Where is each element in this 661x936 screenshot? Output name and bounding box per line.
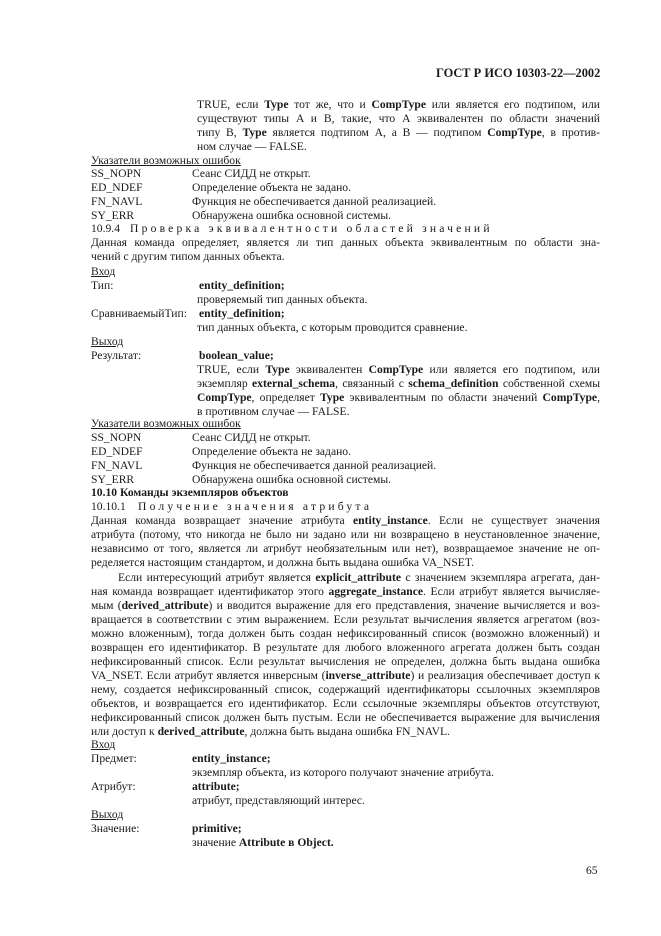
bold-term: derived_attribute (157, 725, 245, 738)
text-run: мым ( (91, 599, 122, 612)
text-run: экземпляр (197, 377, 253, 390)
page-header: ГОСТ Р ИСО 10303-22—2002 (436, 66, 601, 80)
bold-term: entity_instance (353, 514, 428, 527)
error-text: Функция не обеспечивается данной реализацией. (192, 195, 437, 208)
errors-heading: Указатели возможных ошибок (91, 154, 241, 167)
rich-line (91, 725, 450, 739)
rich-line (197, 363, 600, 377)
text-run: эквивалентен (289, 363, 369, 376)
rich-line (91, 711, 600, 725)
text-run: TRUE, если (197, 363, 266, 376)
rich-line (197, 126, 600, 140)
text-run: нефиксированный список должен быть пустым. Если не обеспечивается выражение для вычисления (91, 711, 600, 724)
rich-line (118, 571, 600, 585)
rich-line (91, 641, 600, 655)
rich-line (197, 98, 600, 112)
subsection-title: Получение значения атрибута (138, 500, 373, 513)
bold-term: inverse_attribute (325, 669, 411, 682)
text-run: ) и вводится выражение для его представления, значение вычисляется и воз- (208, 599, 600, 612)
error-code: SY_ERR (91, 209, 135, 222)
text-run: нему, создается нефиксированный список, содержащий идентификаторы ссылочных экземпляров (91, 683, 600, 696)
error-text: Определение объекта не задано. (192, 181, 351, 194)
attr-value: attribute; (192, 780, 240, 793)
rich-line (197, 112, 600, 126)
rich-line (91, 528, 600, 542)
text-run: эквивалентным по области значений (344, 391, 543, 404)
rich-line (197, 140, 307, 154)
cmp-desc: тип данных объекта, с которым проводится сравнение. (197, 321, 468, 334)
text-run: , должна быть выдана ошибка FN_NAVL. (244, 725, 450, 738)
text-run: можно вложенным), тогда должен быть создан нефиксированный список (возможно вложенный) и (91, 627, 600, 640)
error-text: Обнаружена ошибка основной системы. (192, 473, 392, 486)
text-run: тот же, что и (288, 98, 372, 111)
attr-desc: атрибут, представляющий интерес. (192, 794, 365, 807)
value-label: Значение: (91, 822, 140, 835)
rich-line (91, 585, 600, 599)
input-heading: Вход (91, 738, 116, 751)
text-run: возвращен его идентификатор. В результате для любого вложенного агрегата должен быть создан (91, 641, 600, 654)
text-run: независимо от того, является ли атрибут необязательным или нет), возвращаемое значение не оп- (91, 542, 600, 555)
bold-term: CompType (371, 98, 427, 111)
errors-heading: Указатели возможных ошибок (91, 417, 241, 430)
subject-label: Предмет: (91, 752, 137, 765)
paragraph-line: Данная команда определяет, является ли тип данных объекта эквивалентным по области зна- (91, 236, 600, 249)
rich-line (91, 556, 474, 570)
rich-line (91, 627, 600, 641)
value-value: primitive; (192, 822, 242, 835)
text-run: , определяет (251, 391, 321, 404)
error-code: SS_NOPN (91, 167, 142, 180)
error-code: FN_NAVL (91, 195, 143, 208)
error-code: ED_NDEF (91, 181, 143, 194)
rich-line (91, 542, 600, 556)
section-number: 10.9.4 (91, 222, 120, 235)
result-value: boolean_value; (199, 349, 274, 362)
output-heading: Выход (91, 808, 124, 821)
text-run: вращается в соответствии с этим выражением. Если результат вычисления является агрегатом (воз- (91, 613, 600, 626)
text-run: объектов, и возвращается его идентификатор. Если ссылочные экземпляры объектов отсутствуют, (91, 697, 600, 710)
error-code: SY_ERR (91, 473, 135, 486)
text-run: VA_NSET. Если атрибут является инверсным ( (91, 669, 326, 682)
page-number: 65 (586, 864, 598, 877)
error-text: Обнаружена ошибка основной системы. (192, 209, 392, 222)
bold-term: CompType (542, 391, 598, 404)
output-heading: Выход (91, 335, 124, 348)
bold-term: explicit_attribute (315, 571, 402, 584)
text-run: с значением экземпляра агрегата, дан- (401, 571, 600, 584)
rich-line (91, 683, 600, 697)
text-run: . Если атрибут является вычисляе- (423, 585, 600, 598)
bold-term: Type (265, 363, 290, 376)
text-run: , связанный с (335, 377, 409, 390)
subject-desc: экземпляр объекта, из которого получают значение атрибута. (192, 766, 494, 779)
text-run: атрибута (потому, что никогда не было ни задано или ни возвращено в неустановленное значение, (91, 528, 600, 541)
bold-term: Type (320, 391, 345, 404)
rich-line (91, 669, 600, 683)
bold-term: derived_attribute (121, 599, 209, 612)
text-run: ная команда возвращает идентификатор этого (91, 585, 329, 598)
text-run: ределяется настоящим стандартом, и должна быть выдана ошибка VA_NSET. (91, 556, 474, 569)
rich-line (91, 514, 600, 528)
rich-line (197, 377, 600, 391)
rich-line (192, 836, 334, 850)
bold-term: CompType (368, 363, 424, 376)
bold-term: CompType (487, 126, 542, 139)
text-run: . Если не существует значения (427, 514, 601, 527)
text-run: Данная команда возвращает значение атрибута (91, 514, 354, 527)
rich-line (91, 599, 600, 613)
error-text: Сеанс СИДД не открыт. (192, 431, 311, 444)
cmp-value: entity_definition; (199, 307, 285, 320)
rich-line (91, 613, 600, 627)
text-run: ном случае — FALSE. (197, 140, 307, 153)
error-text: Определение объекта не задано. (192, 445, 351, 458)
text-run: , (597, 391, 600, 404)
text-run: существуют типы A и B, такие, что A эквивалентен по области значений (197, 112, 600, 125)
subject-value: entity_instance; (192, 752, 271, 765)
bold-term: schema_definition (408, 377, 499, 390)
section-heading: 10.10 Команды экземпляров объектов (91, 486, 289, 499)
text-run: собственной схемы (498, 377, 600, 390)
text-run: TRUE, если (197, 98, 265, 111)
result-label: Результат: (91, 349, 142, 362)
input-heading: Вход (91, 265, 116, 278)
text-run: или является его подтипом, или (423, 363, 600, 376)
text-run: ) и реализация обеспечивает доступ к (410, 669, 600, 682)
paragraph-line: чений с другим типом данных объекта. (91, 250, 285, 263)
text-run: или является его подтипом, или (426, 98, 600, 111)
text-run: нефиксированный список. Если результат вычисления не определен, должна быть выдана ошибка (91, 655, 600, 668)
error-text: Сеанс СИДД не открыт. (192, 167, 311, 180)
rich-line (91, 655, 600, 669)
bold-term: external_schema (252, 377, 336, 390)
rich-line (91, 697, 600, 711)
error-code: ED_NDEF (91, 445, 143, 458)
attr-label: Атрибут: (91, 780, 136, 793)
text-run: в противном случае — FALSE. (197, 405, 350, 418)
text-run: является подтипом A, а B — подтипом (266, 126, 488, 139)
bold-term: Type (264, 98, 289, 111)
text-run: или доступ к (91, 725, 158, 738)
text-run: , в против- (541, 126, 601, 139)
error-text: Функция не обеспечивается данной реализацией. (192, 459, 437, 472)
type-label: Тип: (91, 279, 114, 292)
text-run: Если интересующий атрибут является (118, 571, 316, 584)
cmp-label: СравниваемыйТип: (91, 307, 187, 320)
bold-term: Type (242, 126, 267, 139)
subsection-number: 10.10.1 (91, 500, 126, 513)
section-title: Проверка эквивалентности областей значений (130, 222, 493, 235)
type-desc: проверяемый тип данных объекта. (197, 293, 368, 306)
text-run: типу B, (197, 126, 243, 139)
rich-line (197, 391, 600, 405)
bold-term: CompType (197, 391, 252, 404)
bold-term: Attribute в Object. (238, 836, 334, 849)
text-run: значение (192, 836, 239, 849)
type-value: entity_definition; (199, 279, 285, 292)
bold-term: aggregate_instance (328, 585, 423, 598)
error-code: SS_NOPN (91, 431, 142, 444)
error-code: FN_NAVL (91, 459, 143, 472)
